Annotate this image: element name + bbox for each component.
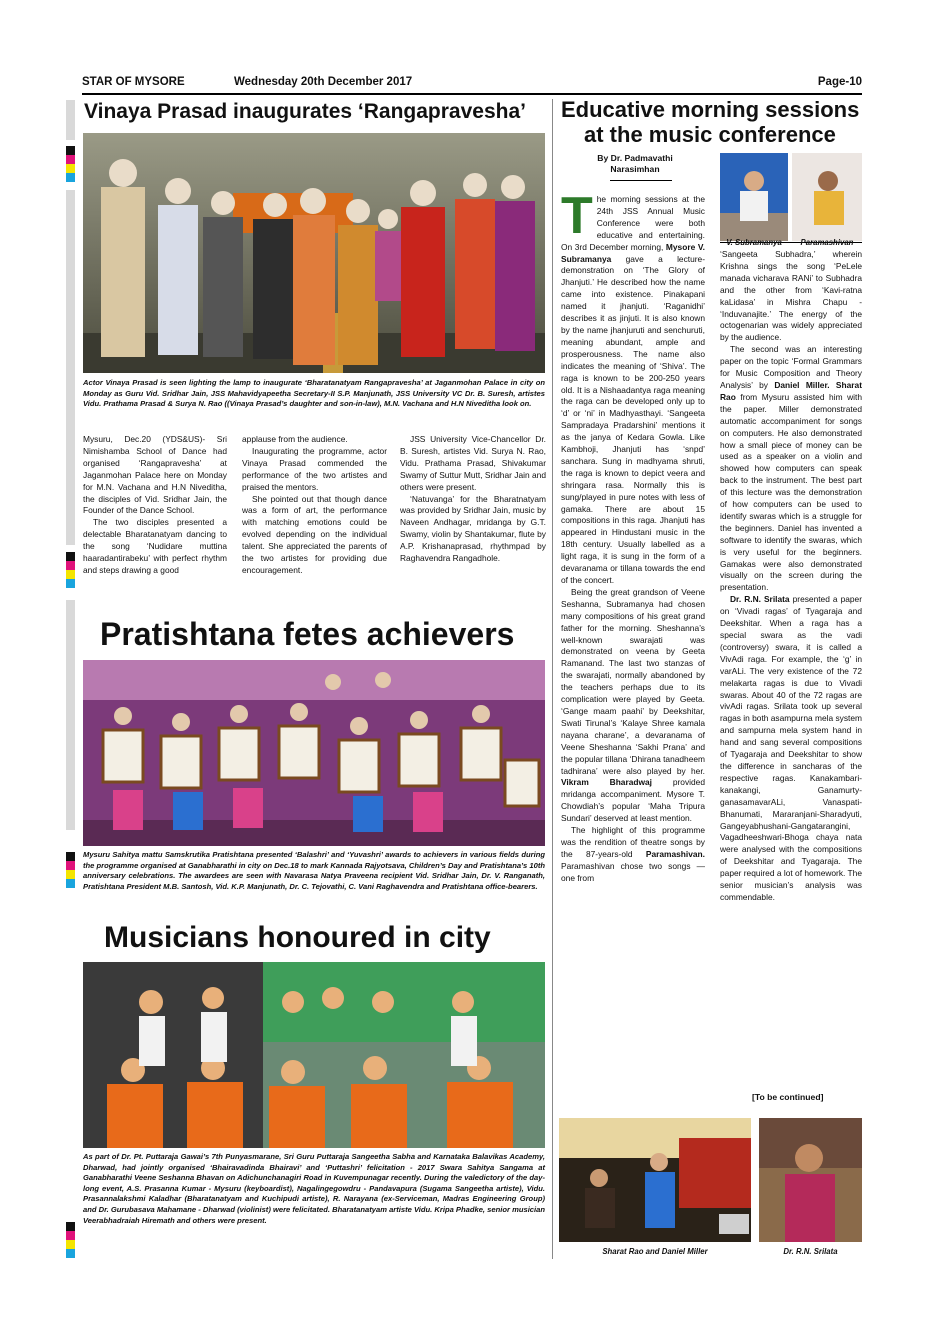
story4-headline-line1: Educative morning sessions <box>561 97 860 122</box>
gutter-bar-top <box>66 100 75 140</box>
continued-note: [To be continued] <box>752 1092 824 1102</box>
colb-p2-pre: The second was an interesting paper on the topic ‘Formal Grammars for Music Composition and Theory Analysis’ by <box>720 344 862 390</box>
name-paramashivan: Paramashivan. <box>645 848 705 859</box>
story3-headline: Musicians honoured in city <box>104 921 491 954</box>
cola-p3-pre: The highlight of this programme was the rendition of theatre songs by the 87-years-old <box>561 825 705 859</box>
gutter-bar-mid2 <box>66 600 75 830</box>
story2-caption: Mysuru Sahitya mattu Samskrutika Pratishtana presented ‘Balashri’ and ‘Yuvashri’ awards to achievers in various fields during the programme organised at Ganabharathi in city on Dec.18 to mark Kannada Rajyotsava, Children’s Day and Pratishtana’s 10th anniversary celebrations. The awardees are seen with Navarasa Natya Praveena recipient Vid. Sridhar Jain, Dr. V. Ranganath, Pratishtana President M.B. Santosh, Vid. K.P. Manjunath, Dr. C. Tejovathi, C. Vani Raghavendra and Pratishtana office-bearers. <box>83 850 545 891</box>
caption-subramanya: V. Subramanya <box>726 238 782 247</box>
cola-p3-post: Paramashivan chose two songs — one from <box>561 860 705 883</box>
name-daniel-sharat: Daniel Miller. Sharat Rao <box>720 379 862 402</box>
byline-line-1: By Dr. Padmavathi <box>597 153 673 163</box>
story1-col2-p1: applause from the audience. <box>242 434 348 444</box>
story1-column-2 <box>242 434 387 577</box>
photo-srilata <box>759 1118 862 1242</box>
story1-column-3 <box>400 434 546 565</box>
issue-date: Wednesday 20th December 2017 <box>234 76 413 88</box>
byline-rule <box>610 180 672 181</box>
story4-headline-line2: at the music conference <box>584 122 836 147</box>
name-vikram: Vikram Bharadwaj <box>561 777 652 788</box>
gutter-bar-mid1 <box>66 190 75 545</box>
story4-cola-p3 <box>561 825 705 885</box>
cola-p1-rest: gave a lecture-demonstration on ‘The Glory of Jhanjuti.’ He described how the name came into existence. Pinakapani named it jhanjuti. ‘Raganidhi’ describes it as jinjuti. It is also known by the name jhanjuruti and senchuruti, meaning abundant, ample and prosperousness. The name also indicates the meaning of ‘Shiva’. The raga is known to be 200-250 years old. It is a Nishaadantya raga meaning the raga can be developed only up to ‘d’ or ‘ni’ in Madhyasthayi. ‘Sangeeta Sampradaya Pradarshini’ mentions it as the janya of Kedara Gowla. Like Kambhoji, Jhanjuti has ‘snpd’ sanchara. Sung in madhyama shruti, the raga is known to depict veera and shringara rasa. Normally this is sung/played in pure notes with less of gamaka. There are about 15 compositions in this raga. Jhanjuti has appeared in Hindustani music in the 18th century. Usually labelled as a light raga, it is sung in the form of a devaranama or tillana towards the end of the concert. <box>561 253 705 585</box>
cola-p1-text: he morning sessions at the 24th JSS Annual Music Conference were both educative and entertaining. On 3rd December morning, <box>561 194 705 252</box>
story1-photo <box>83 133 545 373</box>
story1-headline: Vinaya Prasad inaugurates ‘Rangapravesha’ <box>84 100 526 123</box>
story4-cola-p2 <box>561 587 705 825</box>
caption-srilata: Dr. R.N. Srilata <box>783 1247 838 1256</box>
cmyk-strip-2 <box>66 552 75 588</box>
column-divider-vertical <box>552 99 553 1259</box>
story1-col2-p2: Inaugurating the programme, actor Vinaya Prasad commended the performance of the two artistes and praised the mentors. <box>242 445 387 492</box>
photo-subramanya <box>720 153 788 241</box>
cmyk-strip-4 <box>66 1222 75 1258</box>
paper-name: STAR OF MYSORE <box>82 76 185 88</box>
story2-headline: Pratishtana fetes achievers <box>100 616 515 652</box>
story1-col1-p2: The two disciples presented a delectable Bharatanatyam dancing to the song ‘Nudidare muttina haaradantirabeku’ with perfect rhythm and steps drawing a good <box>83 517 227 575</box>
cmyk-strip-3 <box>66 852 75 888</box>
story4-column-a <box>561 187 705 885</box>
story3-photo <box>83 962 545 1148</box>
story1-col3-p2: ‘Natuvanga’ for the Bharatnatyam was provided by Sridhar Jain, music by Naveen Andhagar, mridanga by G.T. Swamy, violin by Shantakumar, flute by A.P. Krishanaprasad, rhythmpad by Raghavendra Rangadhole. <box>400 493 546 564</box>
dropcap-letter: T <box>561 187 593 245</box>
story1-col3-p1: JSS University Vice-Chancellor Dr. B. Suresh, artistes Vid. Surya N. Rao, Vidu. Prathama Prasad, Shivakumar Swamy of Suttur Mutt, Sridhar Jain and others were present. <box>400 434 546 492</box>
story4-byline <box>570 153 700 175</box>
story4-cola-p1 <box>561 187 705 587</box>
photo-sharat-daniel <box>559 1118 751 1242</box>
story4-column-b <box>720 249 862 904</box>
story1-col2-p3: She pointed out that though dance was a form of art, the performance with matching emotions could be evolved depending on the individual talent. She appreciated the parents of the two artistes for providing due encouragement. <box>242 493 387 575</box>
masthead-rule <box>82 93 862 95</box>
story1-col1-p1: Mysuru, Dec.20 (YDS&US)- Sri Nimishamba School of Dance had organised ‘Rangapravesha’ at Jaganmohan Palace here on Monday for M.N. Vachana and H.N Niveditha, the disciples of Vid. Sridhar Jain, the Founder of the Dance School. <box>83 434 227 516</box>
story1-column-1 <box>83 434 227 577</box>
story4-colb-p2 <box>720 344 862 594</box>
byline-line-2: Narasimhan <box>610 164 660 174</box>
cola-p2-text: Being the great grandson of Veene Seshanna, Subramanya had chosen many compositions of his great grand father for the morning. Sheshanna’s well-known swarajati was demonstrated on veena by Geeta Ramanand. The last two stanzas of the swarajati, normally abandoned by the teachers perhaps due to its complication were played by Geeta. ‘Gange maam paahi’ by Deekshitar, Swati Tirunal’s ‘Kalaye Shree kamala nayana charane’, a devaranama of Veene Sheshanna ‘Sakhi Prana’ and the popular tillana ‘Dhirana tanadheem tadhirana’ were also played by her. <box>561 586 705 776</box>
colb-p2-post: from Mysuru assisted him with the paper. Miller demonstrated automatic accompaniment for songs on computers. He also demonstrated how a small piece of money can be used as a speaker on a violin and showed how computers can speak back to the instrument. The best part of this lecture was the demonstration of how computers can be used to identify swaras which is a struggle for the beginners. Daniel has invented a software to identify the swaras, which is very useful for the beginners. Gamakas were also demonstrated visually on the screen during the presentation. <box>720 391 863 593</box>
name-srilata: Dr. R.N. Srilata <box>730 594 790 605</box>
story4-colb-p3 <box>720 594 862 904</box>
masthead <box>82 76 862 92</box>
colb-p3-text: presented a paper on ‘Vivadi ragas’ of Tyagaraja and Deekshitar. When a raga has a special swara as the vadi (controversy) swara, it is called a VivAdi raga. For example, the ‘g’ in varALi. The very existence of the 72 melakarta ragas is due to Vivadi swaras. About 40 of the 72 ragas are vivAdi ragas. Srilata took up several ragas in both asampurna mela system and sampurna mela system hand in hand and sang several compositions of Tyagaraja and Deekshitar to show the difference in sancharas of the respective ragas. Kanakambari-kanakangi, Ganamurty-ganasamavarALi, Vanaspati-Bhanumati, Mararanjani-Sharadyuti, Gangeyabhushani-Gangatarangini, Vagadheeshwari-Bhoga chaya nata were analysed with the compositions of Deekshitar and Tyagaraja. The paper required a lot of homework. The senior musician’s analysis was commendable. <box>720 594 863 902</box>
name-subramanya: Mysore V. Subramanya <box>561 241 705 264</box>
page-number: Page-10 <box>817 76 862 88</box>
photo-paramashivan <box>792 153 862 241</box>
story3-caption: As part of Dr. Pt. Puttaraja Gawai’s 7th Punyasmarane, Sri Guru Puttaraja Sangeetha Sabha and Karnataka Balavikas Academy, Dharwad, had jointly organised ‘Bhairavadinda Bhairavi’ and ‘Puttashri’ felicitation - 2017 Swara Sahitya Sangama at Ganabharathi Veene Seshanna Bhavan on Adichunchanagiri Road in Kuvempunagar recently. During the valedictory of the day-long event, A.S. Prasanna Kumar - Mysuru (keyboardist), Nagalingegowdru - Pandavapura (Sugama Sangeetha artiste), Vidu. Prasannalakshmi Kaladhar (Bharatanatyam and Kuchipudi artiste), R. Narayana (ex-Serviceman, Madras Engineering Group) and Dr. Gurubasava Mahamane - Dharwad (violinist) were felicitated. Bharatanatyam artiste Vidu. Kripa Phadke, senior musician Veerabhadraiah Hiremath and others were present. <box>83 1152 545 1225</box>
cola-p2-rest: provided mridanga accompaniment. Mysore T. Chowdiah’s popular ‘Maha Tripura Sundari’ deserved at least mention. <box>561 777 705 824</box>
cmyk-strip-1 <box>66 146 75 182</box>
story2-photo <box>83 660 545 846</box>
caption-paramashivan: Paramashivan <box>800 238 854 247</box>
caption-sharat-daniel: Sharat Rao and Daniel Miller <box>602 1247 708 1256</box>
story4-colb-p1: ‘Sangeeta Subhadra,’ wherein Krishna sings the song ‘PeLele manada vicharava RANi’ to Subhadra and the other from ‘Kavi-ratna kaLidasa’ in Mishra Chapu - ‘Induvanajite.’ The energy of the octogenarian was widely appreciated by the audience. <box>720 249 862 343</box>
story1-caption: Actor Vinaya Prasad is seen lighting the lamp to inaugurate ‘Bharatanatyam Rangapravesha’ at Jaganmohan Palace in city on Monday as Guru Vid. Sridhar Jain, JSS Mahavidyapeetha Secretary-II S.P. Manjunath, JSS University VC Dr. B. Suresh, artistes Vidu. Prathama Prasad & Surya N. Rao ((Vinaya Prasad’s daughter and son-in-law), M.N. Vachana and H.N Niveditha look on. <box>83 378 545 409</box>
